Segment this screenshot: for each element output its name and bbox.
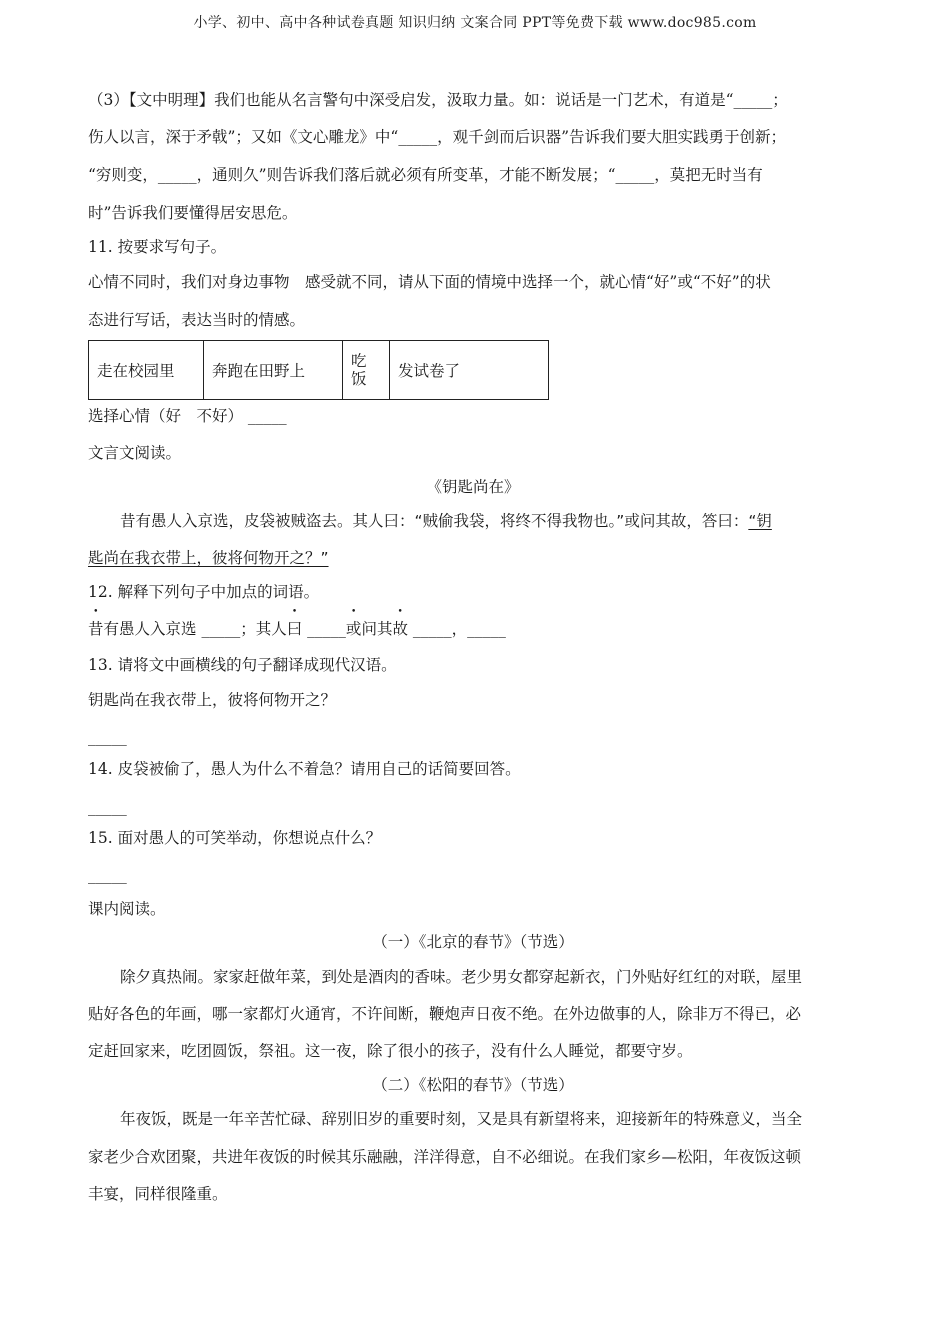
scene-cell: 吃饭 bbox=[343, 341, 390, 400]
dotted-word: 或 bbox=[345, 620, 362, 638]
scene-cell: 发试卷了 bbox=[390, 341, 549, 400]
passage-1-line-3: 定赶回家来，吃团圆饭，祭祖。这一夜，除了很小的孩子，没有什么人睡觉，都要守岁。 bbox=[88, 1042, 693, 1060]
q12-text: _____，_____ bbox=[407, 620, 506, 638]
q15-title: 15. 面对愚人的可笑举动，你想说点什么？ bbox=[88, 829, 382, 847]
passage-1-title: （一）《北京的春节》（节选） bbox=[372, 933, 574, 951]
scene-cell: 奔跑在田野上 bbox=[204, 341, 343, 400]
passage-1-line-1: 除夕真热闹。家家赶做年菜，到处是酒肉的香味。老少男女都穿起新衣，门外贴好红红的对联，屋里 bbox=[120, 968, 803, 986]
q10-3-line-4: 时”告诉我们要懂得居安思危。 bbox=[88, 204, 298, 222]
q12-text: 其人 bbox=[255, 620, 287, 638]
q14-title: 14. 皮袋被偷了，愚人为什么不着急？请用自己的话简要回答。 bbox=[88, 760, 521, 778]
scene-table bbox=[88, 340, 549, 400]
q14-answer-blank: _____ bbox=[88, 798, 127, 816]
scene-cell: 走在校园里 bbox=[89, 341, 204, 400]
q11-title: 11. 按要求写句子。 bbox=[88, 238, 227, 256]
q12-text: 问其 bbox=[361, 620, 393, 638]
q13-title: 13. 请将文中画横线的句子翻译成现代汉语。 bbox=[88, 656, 397, 674]
underlined-sentence: 匙尚在我衣带上，彼将何物开之？” bbox=[88, 549, 329, 567]
q10-3-line-3: “穷则变，_____，通则久”则告诉我们落后就必须有所变革，才能不断发展；“_____，莫把无时当有 bbox=[88, 166, 763, 184]
passage-2-line-3: 丰宴，同样很隆重。 bbox=[88, 1185, 228, 1203]
q11-prompt-line-1: 心情不同时，我们对身边事物 感受就不同，请从下面的情境中选择一个，就心情“好”或“不好”的状 bbox=[88, 273, 771, 291]
site-header: 小学、初中、高中各种试卷真题 知识归纳 文案合同 PPT等免费下载 www.doc985.com bbox=[193, 15, 757, 31]
classical-paragraph-line-1 bbox=[88, 511, 868, 531]
q11-prompt-line-2: 态进行写话，表达当时的情感。 bbox=[88, 311, 306, 329]
q15-answer-blank: _____ bbox=[88, 866, 127, 884]
classical-paragraph-line-2 bbox=[88, 548, 868, 568]
classical-intro: 文言文阅读。 bbox=[88, 444, 182, 462]
q13-sentence: 钥匙尚在我衣带上，彼将何物开之？ bbox=[88, 691, 337, 709]
q10-3-line-1: （3）【文中明理】我们也能从名言警句中深受启发，汲取力量。如：说话是一门艺术，有道是“_____； bbox=[88, 91, 788, 109]
passage-2-line-2: 家老少合欢团聚，共进年夜饭的时候其乐融融，洋洋得意，自不必细说。在我们家乡—松阳，年夜饭这顿 bbox=[88, 1148, 802, 1166]
mood-choice: 选择心情（好 不好） _____ bbox=[88, 407, 287, 425]
q12-text: 有愚人入京选 _____； bbox=[103, 620, 256, 638]
passage-2-title: （二）《松阳的春节》（节选） bbox=[372, 1076, 574, 1094]
passage-1-line-2: 贴好各色的年画，哪一家都灯火通宵，不许间断，鞭炮声日夜不绝。在外边做事的人，除非万不得已，必 bbox=[88, 1005, 802, 1023]
passage-2-line-1: 年夜饭，既是一年辛苦忙碌、辞别旧岁的重要时刻，又是具有新望将来，迎接新年的特殊意义，当全 bbox=[120, 1110, 803, 1128]
underlined-sentence: “钥 bbox=[748, 512, 772, 530]
q13-answer-blank: _____ bbox=[88, 728, 127, 746]
dotted-word: 曰 bbox=[286, 620, 303, 638]
q12-title: 12. 解释下列句子中加点的词语。 bbox=[88, 583, 320, 601]
classical-title: 《钥匙尚在》 bbox=[426, 478, 520, 496]
classical-text: 昔有愚人入京选，皮袋被贼盗去。其人曰：“贼偷我袋，将终不得我物也。”或问其故，答曰： bbox=[120, 512, 749, 530]
q10-3-line-2: 伤人以言，深于矛戟”；又如《文心雕龙》中“_____，观千剑而后识器”告诉我们要大胆实践勇于创新； bbox=[88, 128, 787, 146]
dotted-word: 故 bbox=[392, 620, 408, 638]
inclass-intro: 课内阅读。 bbox=[88, 900, 166, 918]
dotted-word: 昔 bbox=[88, 620, 104, 638]
q12-text: _____ bbox=[302, 620, 346, 638]
q12-items bbox=[88, 619, 868, 639]
